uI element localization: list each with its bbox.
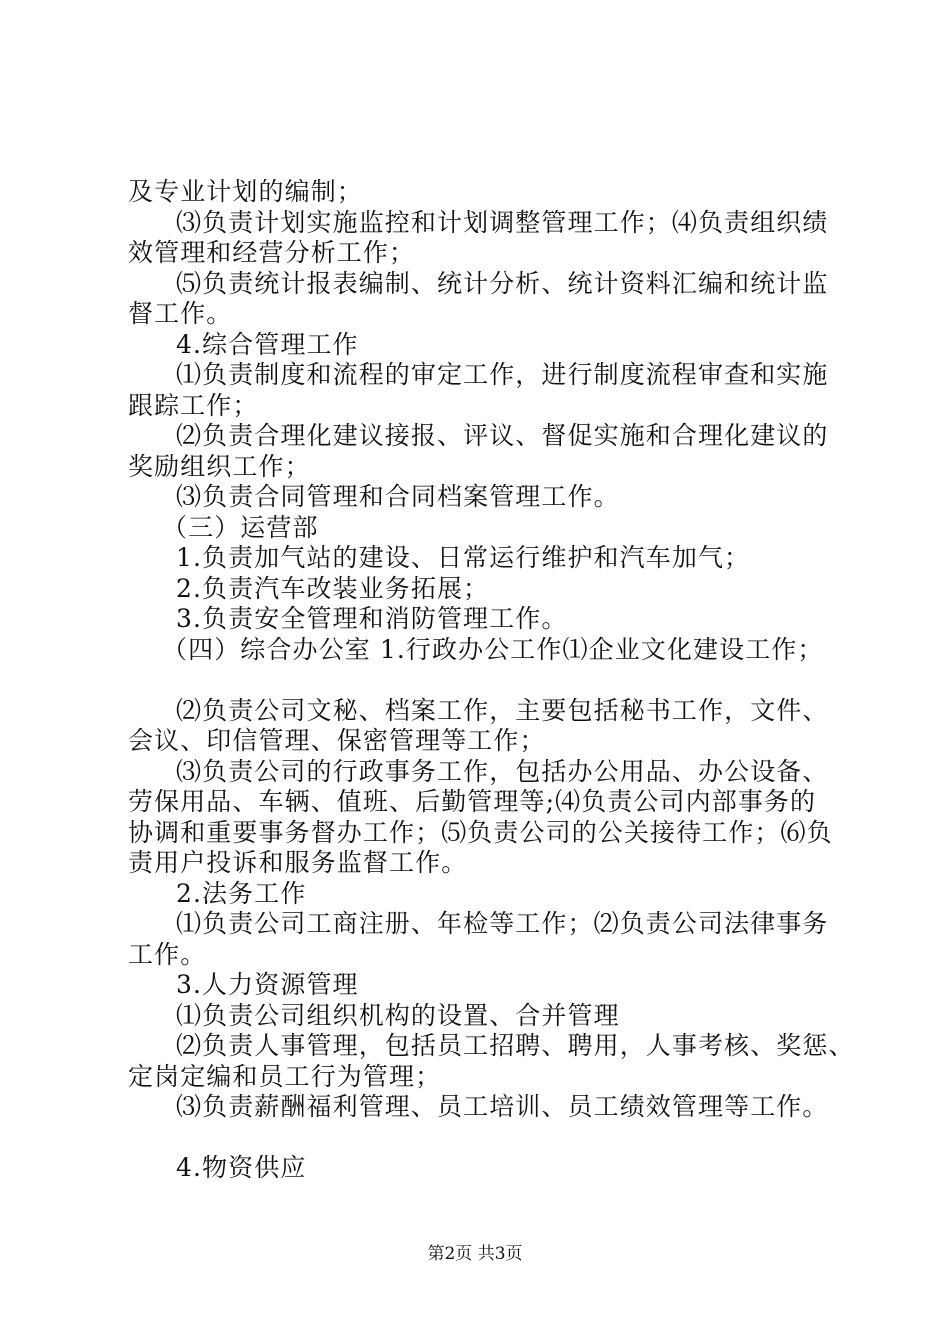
- text-line: 及专业计划的编制；: [128, 177, 363, 206]
- text-line: 奖励组织工作；: [128, 452, 311, 481]
- text-line: 工作。: [128, 940, 207, 969]
- section-heading: 3.人力资源管理: [176, 970, 359, 999]
- text-line: ⑵负责合理化建议接报、评议、督促实施和合理化建议的: [176, 421, 829, 450]
- text-line: ⑵负责公司文秘、档案工作，主要包括秘书工作，文件、: [176, 696, 829, 725]
- text-line: 协调和重要事务督办工作；⑸负责公司的公关接待工作；⑹负: [128, 818, 833, 847]
- text-line: ⑴负责制度和流程的审定工作，进行制度流程审查和实施: [176, 360, 829, 389]
- section-heading: 2.法务工作: [176, 879, 307, 908]
- text-line: ⑶负责薪酬福利管理、员工培训、员工绩效管理等工作。: [176, 1092, 829, 1121]
- text-line: 督工作。: [128, 299, 233, 328]
- section-heading: 4.综合管理工作: [176, 330, 359, 359]
- text-line: ⑴负责公司组织机构的设置、合并管理: [176, 1001, 620, 1030]
- text-line: 跟踪工作；: [128, 391, 259, 420]
- section-heading: （四）综合办公室 1.行政办公工作⑴企业文化建设工作；: [162, 635, 824, 664]
- text-line: ⑵负责人事管理，包括员工招聘、聘用，人事考核、奖惩、: [176, 1031, 855, 1060]
- text-line: ⑴负责公司工商注册、年检等工作；⑵负责公司法律事务: [176, 909, 829, 938]
- text-line: 2.负责汽车改装业务拓展；: [176, 574, 490, 603]
- text-line: 会议、印信管理、保密管理等工作；: [128, 726, 546, 755]
- text-line: ⑶负责合同管理和合同档案管理工作。: [176, 482, 620, 511]
- text-line: 3.负责安全管理和消防管理工作。: [176, 604, 568, 633]
- text-line: 1.负责加气站的建设、日常运行维护和汽车加气；: [176, 543, 751, 572]
- text-line: 责用户投诉和服务监督工作。: [128, 848, 468, 877]
- text-line: 效管理和经营分析工作；: [128, 238, 416, 267]
- text-line: 劳保用品、车辆、值班、后勤管理等;⑷负责公司内部事务的: [128, 787, 817, 816]
- section-heading: （三）运营部: [162, 513, 319, 542]
- page-footer: 第2页 共3页: [427, 1244, 523, 1264]
- text-line: 定岗定编和员工行为管理；: [128, 1062, 442, 1091]
- text-line: ⑶负责计划实施监控和计划调整管理工作；⑷负责组织绩: [176, 208, 829, 237]
- text-line: ⑶负责公司的行政事务工作，包括办公用品、办公设备、: [176, 757, 829, 786]
- section-heading: 4.物资供应: [176, 1153, 307, 1182]
- text-line: ⑸负责统计报表编制、统计分析、统计资料汇编和统计监: [176, 269, 829, 298]
